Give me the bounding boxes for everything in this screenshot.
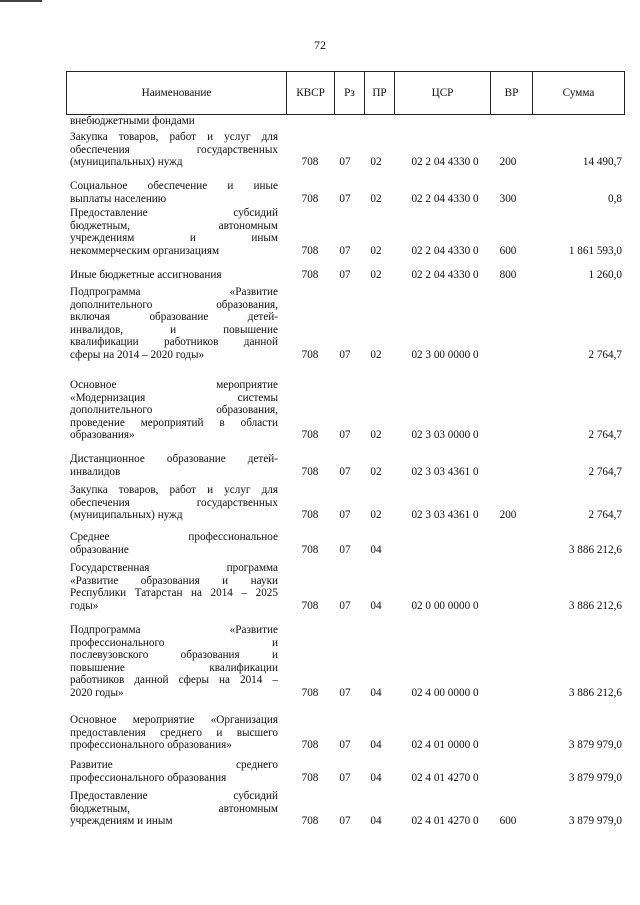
row-pr: 04	[370, 739, 382, 751]
row-name-line: Предоставление субсидий	[70, 207, 278, 219]
row-name-line: бюджетным, автономным	[70, 219, 278, 232]
row-name-line: Иные бюджетные ассигнования	[70, 269, 222, 281]
row-rz: 07	[339, 269, 351, 281]
table-row	[66, 131, 626, 169]
row-rz: 07	[339, 686, 351, 699]
table-row	[66, 269, 626, 282]
header-rz: Рз	[335, 72, 365, 114]
row-kvsr: 708	[301, 244, 319, 257]
row-pr: 02	[370, 192, 382, 205]
row-name-line: инвалидов	[70, 465, 121, 478]
table-header	[66, 71, 625, 115]
row-name-line: (муниципальных) нужд	[70, 156, 183, 168]
scan-corner-mark	[0, 0, 42, 2]
table-row	[66, 207, 626, 257]
header-kvsr: КВСР	[287, 72, 335, 114]
row-sum: 1 260,0	[588, 269, 622, 281]
row-sum: 14 490,7	[582, 156, 622, 168]
row-name-line: профессионального образования»	[70, 739, 232, 751]
table-row	[66, 453, 626, 478]
header-name: Наименование	[67, 72, 287, 114]
header-sum: Сумма	[562, 87, 595, 99]
header-vr: ВР	[491, 72, 533, 114]
row-kvsr: 708	[301, 429, 319, 441]
row-sum: 3 886 212,6	[568, 599, 622, 612]
row-csr: 02 2 04 4330 0	[411, 244, 479, 257]
row-pr: 02	[370, 429, 382, 441]
row-rz: 07	[339, 739, 351, 751]
row-sum: 3 886 212,6	[568, 686, 622, 699]
row-kvsr: 708	[301, 771, 319, 784]
row-name-line: Социальное обеспечение и иные	[70, 180, 278, 192]
row-kvsr: 708	[301, 269, 319, 281]
row-kvsr: 708	[301, 509, 319, 521]
row-name-line: Среднее профессиональное	[70, 531, 278, 543]
row-rz: 07	[339, 348, 351, 361]
row-pr: 04	[370, 543, 382, 556]
row-name-line: Государственная программа	[70, 562, 278, 574]
row-csr: 02 3 03 0000 0	[411, 429, 479, 441]
row-pr: 02	[370, 244, 382, 257]
row-csr: 02 2 04 4330 0	[411, 156, 479, 168]
row-name-line: образования»	[70, 429, 135, 441]
row-name-line: Республики Татарстан на 2014 – 2025	[70, 587, 278, 599]
row-name-line: некоммерческим организациям	[70, 244, 220, 257]
row-name-line: бюджетным, автономным	[70, 802, 278, 815]
row-kvsr: 708	[301, 599, 319, 612]
row-name-line: проведение мероприятий в области	[70, 416, 278, 429]
row-sum: 3 879 979,0	[568, 815, 622, 827]
row-sum: 0,8	[608, 192, 622, 205]
row-vr: 800	[499, 269, 517, 281]
row-rz: 07	[339, 244, 351, 257]
table-row	[66, 624, 626, 699]
row-name-line: 2020 годы»	[70, 686, 124, 699]
row-kvsr: 708	[301, 348, 319, 361]
row-vr: 300	[499, 192, 517, 205]
row-csr: 02 2 04 4330 0	[411, 269, 479, 281]
row-name-line: обеспечения государственных	[70, 143, 278, 156]
row-name-line: Предоставление субсидий	[70, 790, 278, 802]
row-pr: 04	[370, 686, 382, 699]
row-name-line: повышение квалификации	[70, 661, 278, 674]
row-name-line: «Модернизация системы	[70, 391, 278, 404]
row-kvsr: 708	[301, 815, 319, 827]
row-pr: 04	[370, 815, 382, 827]
row-rz: 07	[339, 192, 351, 205]
table-row	[66, 379, 626, 442]
row-pr: 02	[370, 348, 382, 361]
row-rz: 07	[339, 429, 351, 441]
row-sum: 2 764,7	[588, 465, 622, 478]
row-name-line: Основное мероприятие «Организация	[70, 714, 278, 726]
table-row	[66, 115, 626, 128]
row-name-line: «Развитие образования и науки	[70, 574, 278, 587]
table-row	[66, 790, 626, 828]
row-pr: 02	[370, 509, 382, 521]
table-row	[66, 531, 626, 556]
row-csr: 02 4 00 0000 0	[411, 686, 479, 699]
row-sum: 1 861 593,0	[568, 244, 622, 257]
row-name-line: работников данной сферы на 2014 –	[70, 674, 278, 686]
row-csr: 02 4 01 4270 0	[411, 815, 479, 827]
row-name-line: инвалидов, и повышение	[70, 323, 278, 336]
row-name-line: образование	[70, 543, 129, 556]
row-name-line: включая образование детей-	[70, 311, 278, 323]
row-name-line: внебюджетными фондами	[70, 115, 195, 127]
row-kvsr: 708	[301, 465, 319, 478]
table-row	[66, 286, 626, 361]
row-name-line: дополнительного образования,	[70, 404, 278, 416]
row-rz: 07	[339, 771, 351, 784]
row-kvsr: 708	[301, 686, 319, 699]
row-csr: 02 3 03 4361 0	[411, 509, 479, 521]
row-name-line: Подпрограмма «Развитие	[70, 624, 278, 636]
row-sum: 3 886 212,6	[568, 543, 622, 556]
row-name-line: квалификации работников данной	[70, 336, 278, 348]
row-kvsr: 708	[301, 156, 319, 168]
row-csr: 02 3 03 4361 0	[411, 465, 479, 478]
row-vr: 600	[499, 815, 517, 827]
table-row	[66, 180, 626, 205]
row-name-line: предоставления среднего и высшего	[70, 726, 278, 739]
row-name-line: профессионального образования	[70, 771, 227, 784]
row-sum: 2 764,7	[588, 429, 622, 441]
row-rz: 07	[339, 815, 351, 827]
page-number: 72	[314, 38, 326, 52]
row-csr: 02 2 04 4330 0	[411, 192, 479, 205]
row-vr: 200	[499, 156, 517, 168]
table-row	[66, 759, 626, 784]
row-name-line: профессионального и	[70, 636, 278, 649]
row-rz: 07	[339, 543, 351, 556]
table-row	[66, 714, 626, 752]
row-name-line: выплаты населению	[70, 192, 167, 205]
row-name-line: учреждениям и иным	[70, 232, 278, 244]
row-pr: 04	[370, 599, 382, 612]
row-csr: 02 4 01 4270 0	[411, 771, 479, 784]
row-name-line: дополнительного образования,	[70, 298, 278, 311]
row-pr: 04	[370, 771, 382, 784]
row-name-line: учреждениям и иным	[70, 815, 173, 827]
row-name-line: обеспечения государственных	[70, 496, 278, 509]
row-name-line: Развитие среднего	[70, 759, 278, 771]
row-name-line: Подпрограмма «Развитие	[70, 286, 278, 298]
header-csr: ЦСР	[395, 72, 491, 114]
row-name-line: годы»	[70, 599, 99, 612]
row-pr: 02	[370, 465, 382, 478]
row-name-line: Закупка товаров, работ и услуг для	[70, 131, 278, 143]
row-kvsr: 708	[301, 192, 319, 205]
table-row	[66, 484, 626, 522]
row-name-line: послевузовского образования и	[70, 649, 278, 661]
row-name-line: Основное мероприятие	[70, 379, 278, 391]
row-csr: 02 4 01 0000 0	[411, 739, 479, 751]
row-rz: 07	[339, 509, 351, 521]
row-rz: 07	[339, 156, 351, 168]
row-vr: 200	[499, 509, 517, 521]
row-sum: 2 764,7	[588, 509, 622, 521]
row-sum: 3 879 979,0	[568, 771, 622, 784]
row-sum: 3 879 979,0	[568, 739, 622, 751]
row-kvsr: 708	[301, 739, 319, 751]
header-pr: ПР	[365, 72, 395, 114]
row-name-line: Дистанционное образование детей-	[70, 453, 278, 465]
row-name-line: Закупка товаров, работ и услуг для	[70, 484, 278, 496]
row-pr: 02	[370, 269, 382, 281]
row-csr: 02 3 00 0000 0	[411, 348, 479, 361]
row-sum: 2 764,7	[588, 348, 622, 361]
row-name-line: сферы на 2014 – 2020 годы»	[70, 348, 205, 361]
table-row	[66, 562, 626, 612]
row-rz: 07	[339, 465, 351, 478]
row-vr: 600	[499, 244, 517, 257]
row-kvsr: 708	[301, 543, 319, 556]
row-name-line: (муниципальных) нужд	[70, 509, 183, 521]
row-rz: 07	[339, 599, 351, 612]
row-pr: 02	[370, 156, 382, 168]
row-csr: 02 0 00 0000 0	[411, 599, 479, 612]
